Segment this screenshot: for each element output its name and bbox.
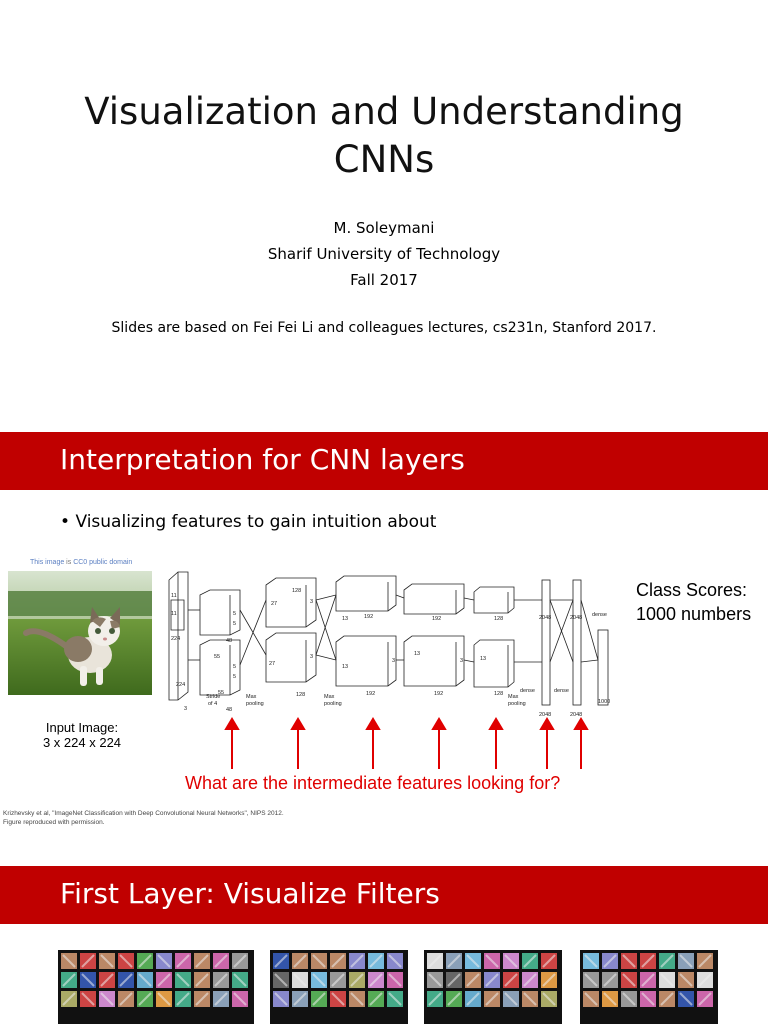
dim-label: 128 <box>296 692 306 698</box>
dim-label: 55 <box>214 654 221 660</box>
dim-label: 3 <box>310 654 314 660</box>
title-line-1: Visualization and Understanding <box>84 90 684 133</box>
image-source-link[interactable]: This image <box>30 559 65 566</box>
slide-title: Interpretation for CNN layers <box>60 443 465 476</box>
question-text: What are the intermediate features looking for? <box>185 773 561 793</box>
filters-slide <box>0 866 768 1024</box>
dim-label: 2048 <box>570 615 583 621</box>
image-source <box>30 559 132 566</box>
dim-label: 27 <box>271 601 278 607</box>
filter-grid-image <box>580 950 718 1024</box>
dense-label: dense <box>592 612 607 618</box>
pooling-label: Max <box>324 694 335 700</box>
image-source-mid: is <box>64 559 74 566</box>
input-label-line-2: 3 x 224 x 224 <box>42 735 122 750</box>
dim-label: 1000 <box>598 699 611 705</box>
dim-label: 5 <box>233 611 237 617</box>
filter-grid-image <box>424 950 562 1024</box>
dim-label: 2048 <box>539 712 552 718</box>
author-name: M. Soleymani <box>333 219 435 237</box>
slide-banner <box>0 432 768 490</box>
bullet-item: • Visualizing features to gain intuition about <box>60 512 437 532</box>
dim-label: 13 <box>480 656 487 662</box>
dim-label: 2048 <box>539 615 552 621</box>
affiliation: Sharif University of Technology <box>267 245 501 263</box>
filter-grid-image <box>58 950 254 1024</box>
dim-label: 48 <box>226 638 233 644</box>
credit-line: Slides are based on Fei Fei Li and colleagues lectures, cs231n, Stanford 2017. <box>111 320 657 336</box>
kitten-photo <box>8 571 152 695</box>
term: Fall 2017 <box>350 271 418 289</box>
class-scores-line-2: 1000 numbers <box>636 604 752 624</box>
dim-label: 55 <box>218 690 225 696</box>
license-link[interactable]: CC0 public domain <box>73 559 133 566</box>
citation-line-1: Krizhevsky et al, "ImageNet Classification with Deep Convolutional Neural Networks", NIPS 2012. <box>3 810 284 817</box>
pooling-label: pooling <box>246 701 264 707</box>
dim-label: 11 <box>171 611 177 617</box>
pooling-label: Max <box>246 694 257 700</box>
dim-label: 128 <box>494 691 504 697</box>
slide-title <box>0 88 768 184</box>
dim-label: 5 <box>233 664 237 670</box>
dense-label: dense <box>554 688 569 694</box>
dim-label: 27 <box>269 661 276 667</box>
citation-line-2: Figure reproduced with permission. <box>3 818 105 826</box>
title-slide <box>0 0 768 432</box>
pooling-label: pooling <box>324 701 342 707</box>
class-scores-label <box>636 578 751 626</box>
dim-label: 224 <box>176 682 186 688</box>
dim-label: 224 <box>171 636 181 642</box>
dim-label: 11 <box>171 593 177 599</box>
bullet-text: Visualizing features to gain intuition about <box>75 512 437 532</box>
dense-label: dense <box>520 688 535 694</box>
dim-label: 192 <box>366 691 376 697</box>
dim-label: 13 <box>342 616 349 622</box>
stride-label: of 4 <box>208 701 218 707</box>
filter-grid-image <box>270 950 408 1024</box>
red-arrows <box>0 717 768 773</box>
interpretation-slide <box>0 432 768 864</box>
pooling-label: pooling <box>508 701 526 707</box>
dim-label: 3 <box>460 658 464 664</box>
slide-banner <box>0 866 768 924</box>
dim-label: 192 <box>364 614 374 620</box>
alexnet-diagram <box>166 570 618 718</box>
stride-label: Stride <box>206 694 221 700</box>
class-scores-line-1: Class Scores: <box>636 580 748 600</box>
dim-label: 128 <box>494 616 504 622</box>
dim-label: 2048 <box>570 712 583 718</box>
dim-label: 128 <box>292 588 302 594</box>
dim-label: 3 <box>184 706 188 712</box>
dim-label: 13 <box>414 651 421 657</box>
dim-label: 192 <box>432 616 442 622</box>
pooling-label: Max <box>508 694 519 700</box>
citation <box>3 810 284 827</box>
dim-label: 5 <box>233 674 237 680</box>
dim-label: 192 <box>434 691 444 697</box>
input-label-line-1: Input Image: <box>45 720 119 735</box>
dim-label: 3 <box>310 599 314 605</box>
dim-label: 13 <box>342 664 349 670</box>
dim-label: 5 <box>233 621 237 627</box>
title-line-2: CNNs <box>333 138 435 181</box>
dim-label: 3 <box>392 658 396 664</box>
slide-title: First Layer: Visualize Filters <box>60 877 440 910</box>
dim-label: 48 <box>226 707 233 713</box>
author-block <box>0 215 768 293</box>
